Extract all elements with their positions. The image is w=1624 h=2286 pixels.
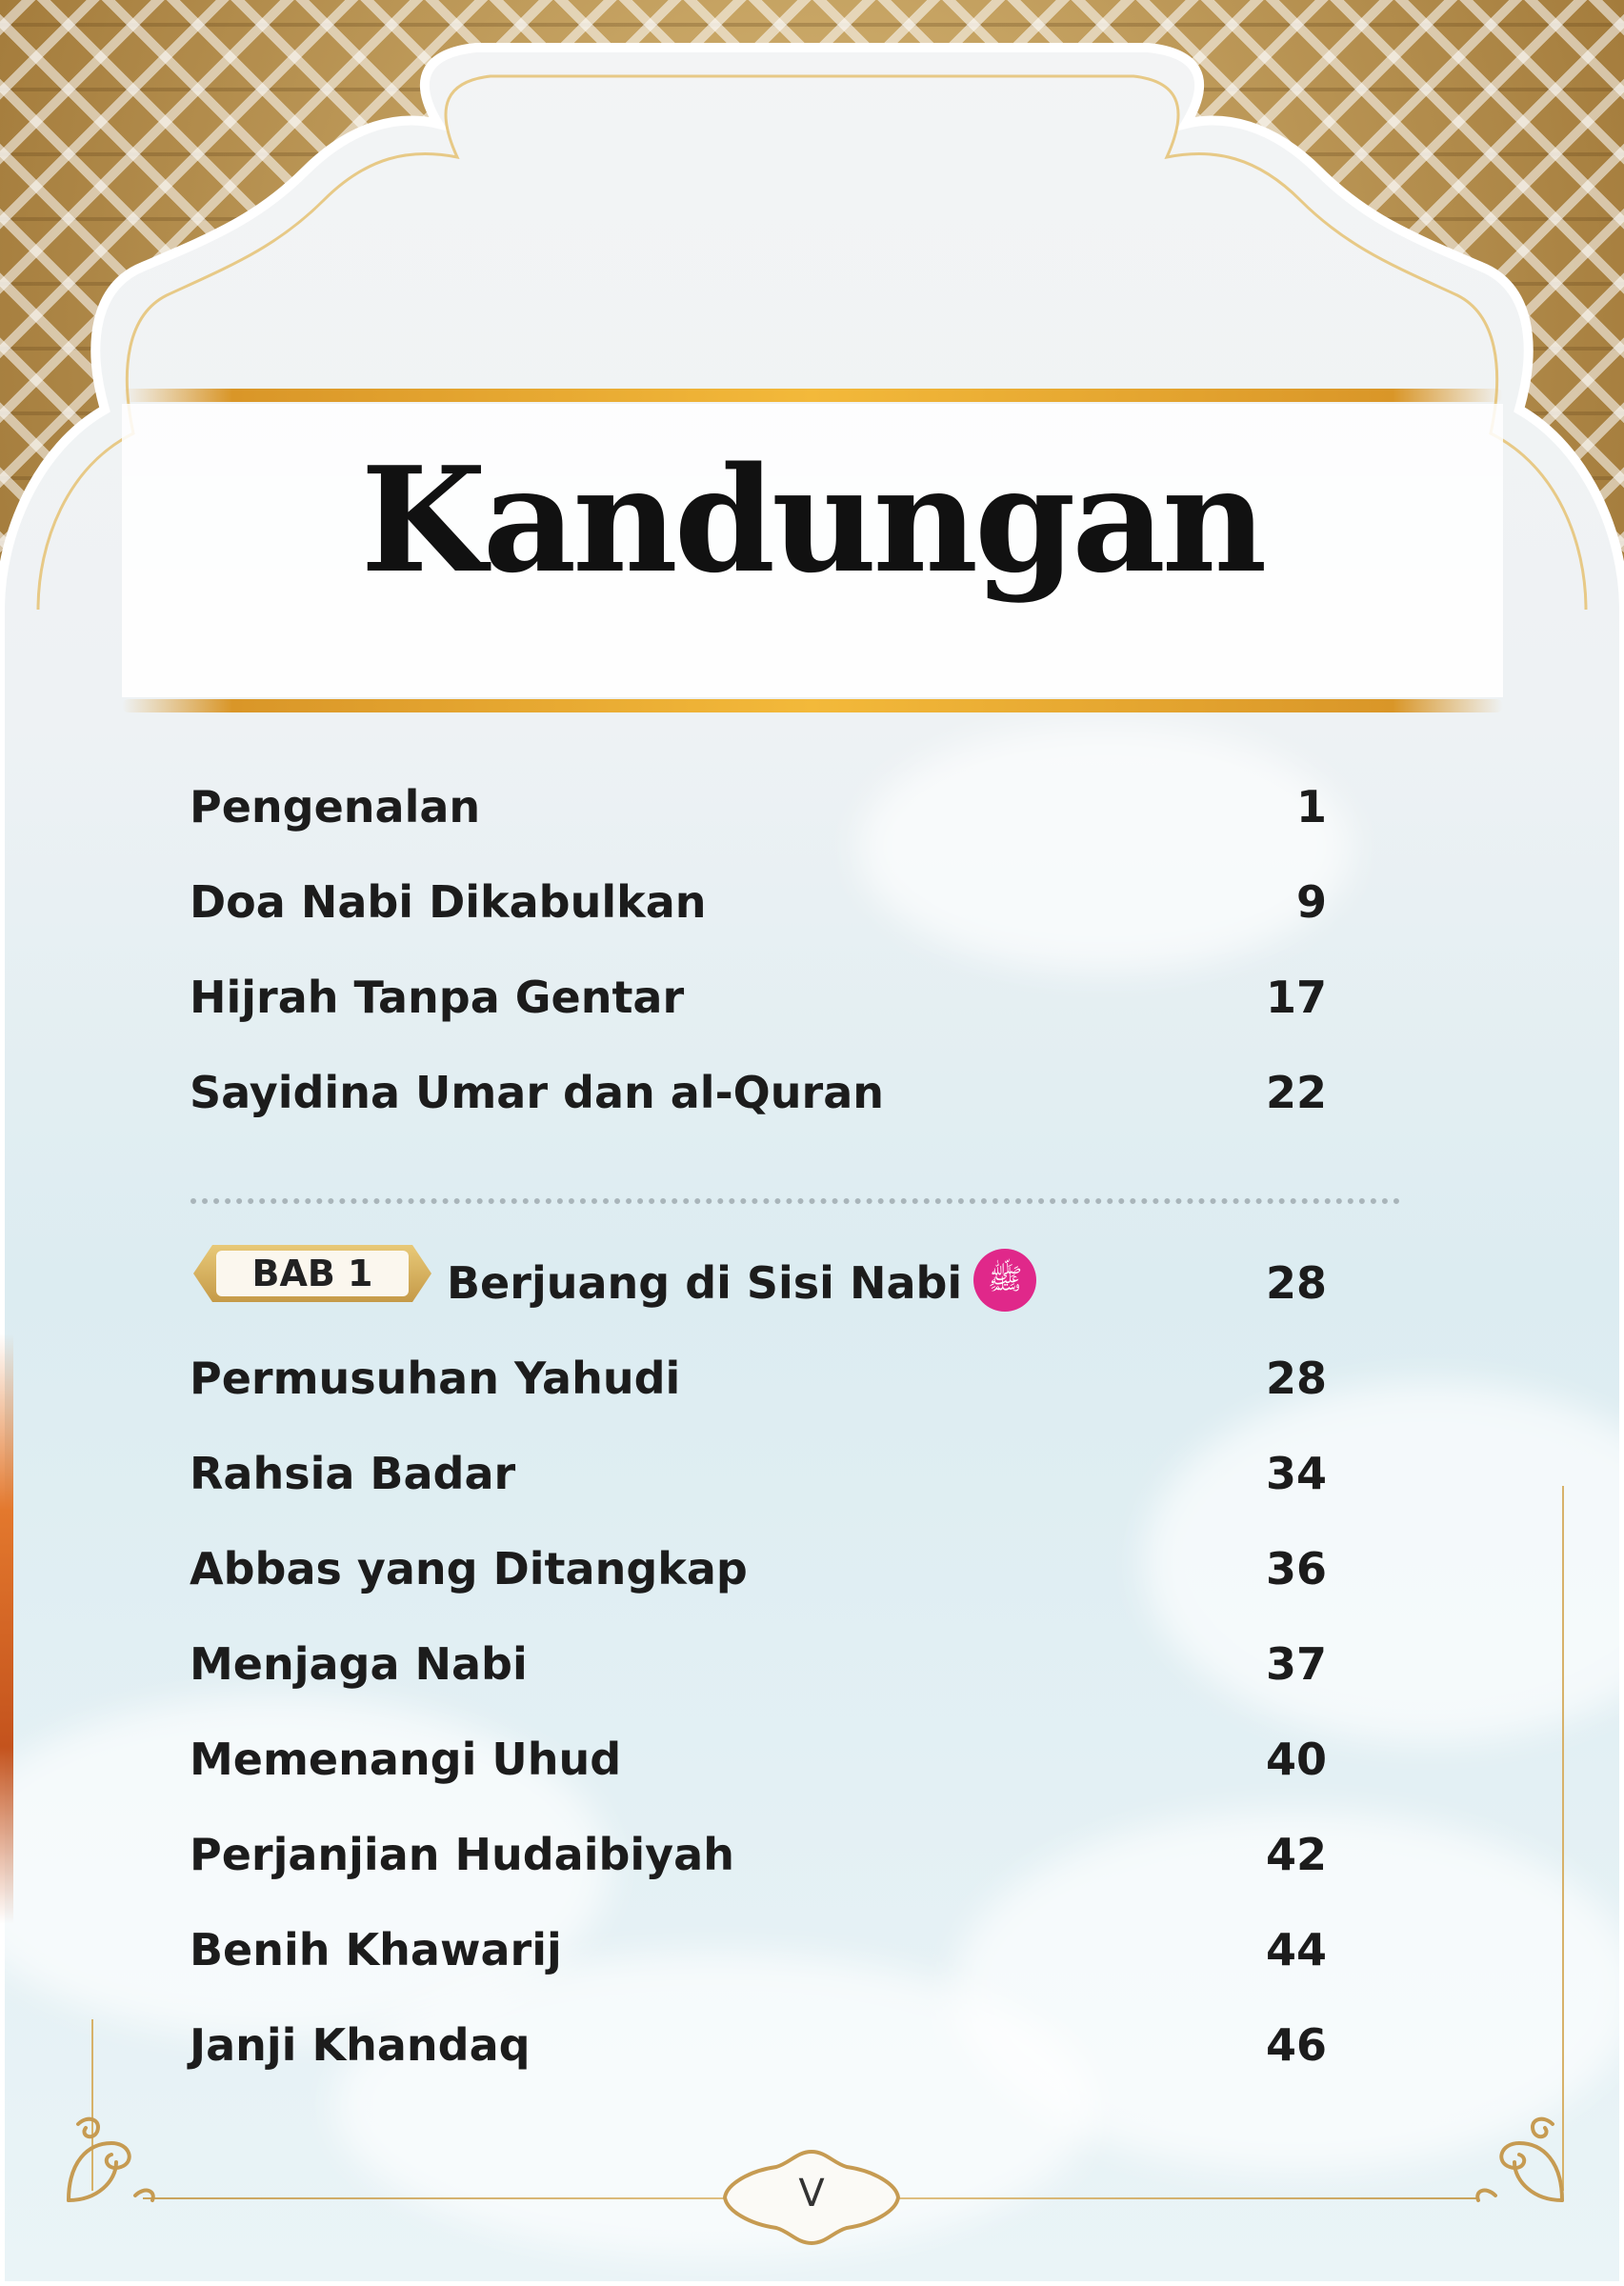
toc-entry[interactable] xyxy=(190,964,1333,1031)
gold-divider-top xyxy=(122,389,1503,402)
toc-entry-title: Permusuhan Yahudi xyxy=(190,1353,681,1404)
page-title: Kandungan xyxy=(360,434,1264,605)
toc-entry[interactable] xyxy=(190,773,1333,840)
toc-entry-page: 40 xyxy=(1265,1734,1327,1785)
toc-entry-page: 44 xyxy=(1265,1924,1327,1975)
toc-entry-title: Sayidina Umar dan al-Quran xyxy=(190,1067,884,1118)
toc-entry-title: Benih Khawarij xyxy=(190,1924,562,1975)
toc-entry-page: 34 xyxy=(1265,1448,1327,1499)
toc-entry-title: Doa Nabi Dikabulkan xyxy=(190,876,707,928)
salawat-calligraphy-icon: ﷺ xyxy=(973,1249,1036,1312)
toc-entry[interactable] xyxy=(190,1440,1333,1507)
toc-entry-title: Rahsia Badar xyxy=(190,1448,516,1499)
toc-entry-page: 1 xyxy=(1295,781,1327,832)
toc-entry-page: 37 xyxy=(1265,1638,1327,1690)
toc-entry-title: Memenangi Uhud xyxy=(190,1734,622,1785)
toc-entry[interactable] xyxy=(190,869,1333,935)
toc-entry-page: 46 xyxy=(1265,2019,1327,2071)
ornament-corner-right-icon xyxy=(1467,2105,1572,2210)
toc-entry-title: Perjanjian Hudaibiyah xyxy=(190,1829,734,1880)
toc-entry[interactable] xyxy=(190,1345,1333,1412)
gold-divider-bottom xyxy=(122,699,1503,712)
section-divider xyxy=(190,1198,1400,1204)
toc-entry[interactable] xyxy=(190,2012,1333,2078)
toc-entry-page: 17 xyxy=(1265,972,1327,1023)
toc-entry[interactable] xyxy=(190,1821,1333,1888)
toc-entry-page: 9 xyxy=(1295,876,1327,928)
toc-entry-title: Menjaga Nabi xyxy=(190,1638,528,1690)
toc-entry-page: 22 xyxy=(1265,1067,1327,1118)
left-edge-strip xyxy=(0,1334,13,1924)
toc-entry[interactable] xyxy=(190,1631,1333,1697)
toc-entry-page: 36 xyxy=(1265,1543,1327,1594)
toc-entry-title: Janji Khandaq xyxy=(190,2019,531,2071)
chapter-title: Berjuang di Sisi Nabi xyxy=(447,1257,963,1309)
toc-chapter-entry[interactable] xyxy=(190,1250,1333,1316)
chapter-page: 28 xyxy=(1265,1257,1327,1309)
toc-entry-title: Pengenalan xyxy=(190,781,481,832)
page-number: V xyxy=(798,2172,825,2216)
chapter-badge-label: BAB 1 xyxy=(251,1253,373,1294)
toc-entry[interactable] xyxy=(190,1726,1333,1793)
toc-entry-page: 28 xyxy=(1265,1353,1327,1404)
ornament-corner-left-icon xyxy=(59,2105,164,2210)
toc-entry-title: Abbas yang Ditangkap xyxy=(190,1543,748,1594)
toc-entry-page: 42 xyxy=(1265,1829,1327,1880)
toc-entry[interactable] xyxy=(190,1059,1333,1126)
cloud xyxy=(333,1953,1095,2257)
frame-line-right xyxy=(1562,1486,1564,2191)
toc-entry-title: Hijrah Tanpa Gentar xyxy=(190,972,685,1023)
toc-entry[interactable] xyxy=(190,1535,1333,1602)
toc-entry[interactable] xyxy=(190,1916,1333,1983)
